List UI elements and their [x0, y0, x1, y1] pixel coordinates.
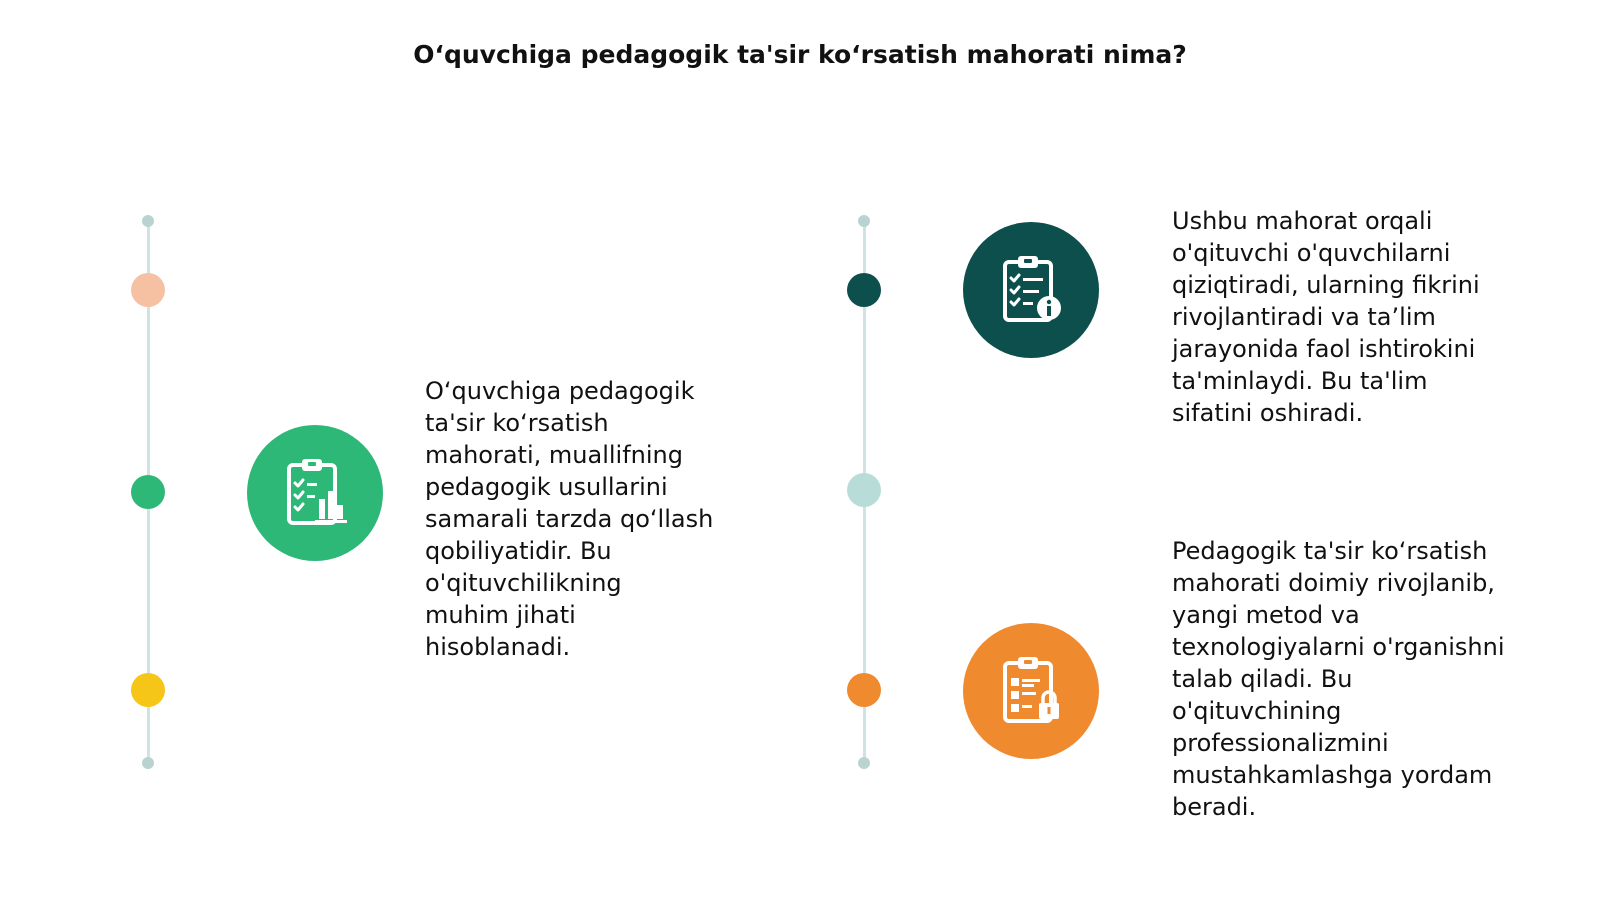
timeline-dot-dark-teal [847, 273, 881, 307]
timeline-dot-orange [847, 673, 881, 707]
clipboard-chart-icon [275, 453, 355, 533]
timeline-end-dot [142, 215, 154, 227]
icon-circle-orange [963, 623, 1099, 759]
timeline-dot-green [131, 475, 165, 509]
timeline-end-dot [142, 757, 154, 769]
icon-circle-dark-teal [963, 222, 1099, 358]
timeline-dot-light-teal [847, 473, 881, 507]
timeline-end-dot [858, 215, 870, 227]
description-text: Pedagogik ta'sir ko‘rsatish mahorati doimiy rivojlanib, yangi metod va texnologiyalarni o'rganishni talab qiladi. Bu o'qituvchining professionalizmini mustahkamlashga yordam beradi. [1172, 537, 1505, 821]
clipboard-info-icon [991, 250, 1071, 330]
page-title: O‘quvchiga pedagogik ta'sir ko‘rsatish mahorati nima? [413, 40, 1187, 69]
description-text: O‘quvchiga pedagogik ta'sir ko‘rsatish mahorati, muallifning pedagogik usullarini samarali tarzda qo‘llash qobiliyatidir. Bu o'qituvchilikning muhim jihati hisoblanadi. [425, 377, 714, 661]
clipboard-lock-icon [991, 651, 1071, 731]
icon-circle-green [247, 425, 383, 561]
timeline-dot-peach [131, 273, 165, 307]
timeline-dot-yellow [131, 673, 165, 707]
description-text: Ushbu mahorat orqali o'qituvchi o'quvchilarni qiziqtiradi, ularning fikrini rivojlantiradi va ta’lim jarayonida faol ishtirokini ta'minlaydi. Bu ta'lim sifatini oshiradi. [1172, 207, 1480, 427]
timeline-end-dot [858, 757, 870, 769]
